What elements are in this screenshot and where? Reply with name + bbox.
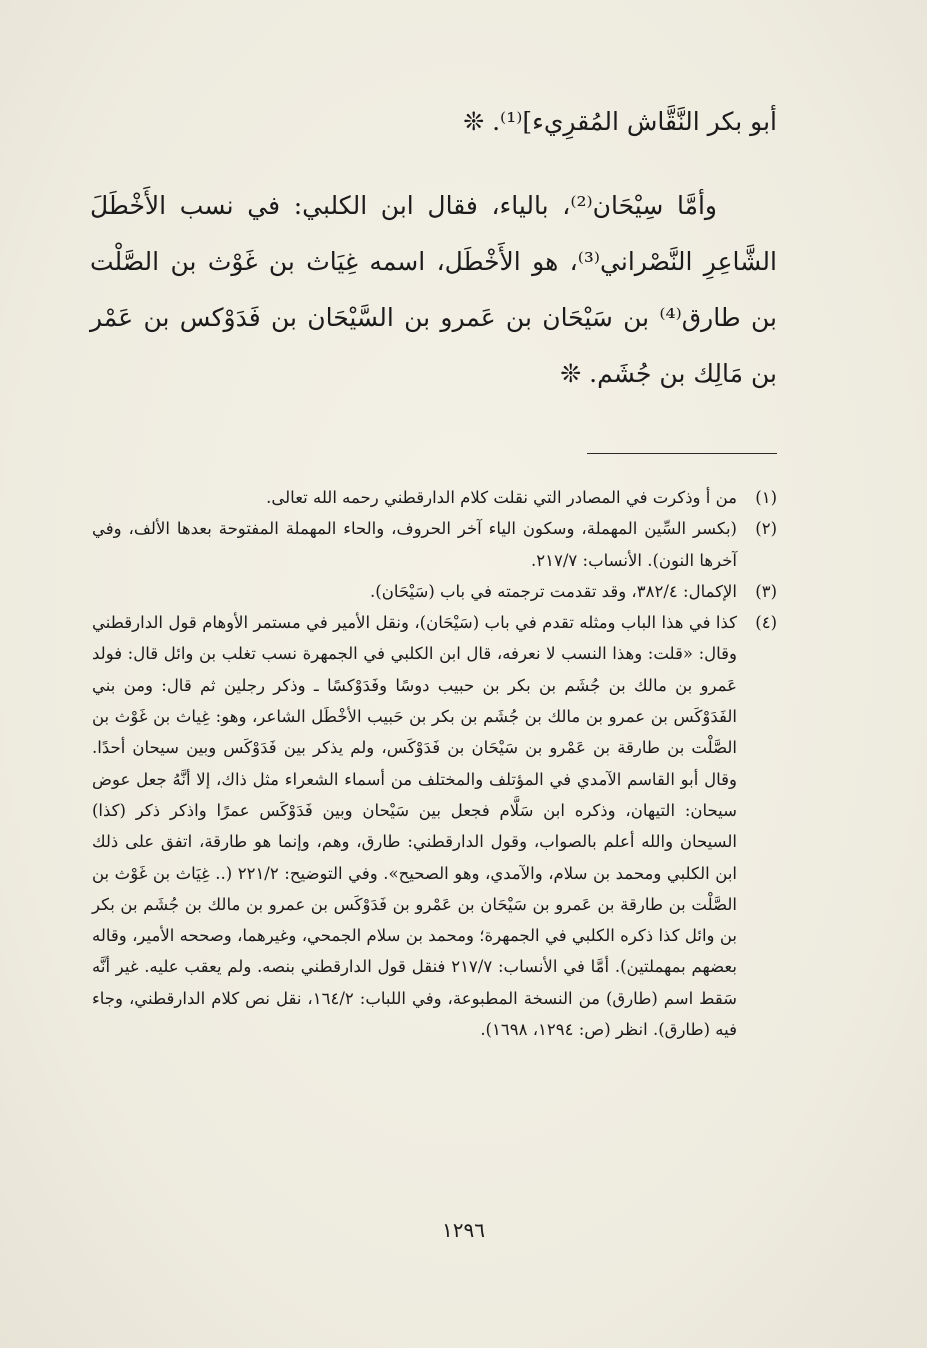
footnote-1 [92, 482, 777, 513]
page-number: ١٢٩٦ [442, 1218, 485, 1242]
main-paragraph [90, 178, 777, 402]
heading-line-text: أبو بكر النَّقَّاش المُقرِيء]⁽¹⁾. ❊ [463, 107, 777, 136]
footnote-number: (١) [755, 488, 777, 507]
footnote-text: الإكمال: ٣٨٢/٤، وقد تقدمت ترجمته في باب (سَيْحَان). [370, 581, 737, 601]
main-paragraph-text: وأمَّا سِيْحَان⁽²⁾، بالياء، فقال ابن الكلبي: في نسب الأَخْطَلَ الشَّاعِرِ النَّصْراني⁽³⁾، هو الأَخْطَل، اسمه غِيَاث بن غَوْث بن الصَّلْت بن طارق⁽⁴⁾ بن سَيْحَان بن عَمرو بن السَّيْحَان بن فَدَوْكس بن عَمْر بن مَالِك بن جُشَم. ❊ [90, 191, 777, 388]
footnote-text: (بكسر السِّين المهملة، وسكون الياء آخر الحروف، والحاء المهملة المفتوحة بعدها الألف، وفي آخرها النون). الأنساب: ٢١٧/٧. [92, 519, 737, 570]
footnote-number: (٤) [755, 613, 777, 633]
footnote-number: (٢) [755, 519, 777, 539]
footnote-4 [92, 607, 777, 1045]
footnote-2 [92, 513, 777, 576]
footnote-text: من أ وذكرت في المصادر التي نقلت كلام الدارقطني رحمه الله تعالى. [266, 488, 737, 507]
footnotes [92, 482, 777, 1045]
footnote-separator [587, 453, 777, 454]
footnote-text: كذا في هذا الباب ومثله تقدم في باب (سَيْحَان)، ونقل الأمير في مستمر الأوهام قول الدارقطني وقال: «قلت: وهذا النسب لا نعرفه، قال ابن الكلبي في الجمهرة نسب تغلب بن وائل قال: فولد عَمرو بن مالك بن جُشَم بن بكر بن حبيب دوسًا وفَدَوْكسًا ـ وذكر رجلين ثم قال: ومن بني الفَدَوْكَس بن عمرو بن مالك بن جُشَم بن بكر بن حَبيب الأخْطَل الشاعر، وهو: غِياث بن غَوْث بن الصَّلْت بن طارقة بن عَمْرو بن سَيْحَان بن فَدَوْكَس، ولم يذكر بين فَدَوْكَس وبين سيحان أحدًا. وقال أبو القاسم الآمدي في المؤتلف والمختلف من أسماء الشعراء مثل ذاك، إلا أنَّهُ جعل عوض سيحان: التيهان، وذكره ابن سَلَّام فجعل بين سَيْحان وبين فَدَوْكَس عمرًا واذكر ذكر (كذا) السيحان والله أعلم بالصواب، وقول الدارقطني: طارق، وهم، وإنما هو طارقة، اتفق على ذلك ابن الكلبي ومحمد بن سلام، والآمدي، وهو الصحيح». وفي التوضيح: ٢٢١/٢ (.. غِيَاث بن غَوْث بن الصَّلْت بن طارقة بن عَمرو بن سَيْحَان بن عَمْرو بن فَدَوْكَس بن عمرو بن مالك بن جُشَم بن بكر بن وائل كذا ذكره الكلبي في الجمهرة؛ ومحمد بن سلام الجمحي، وغيرهما، وصححه الأمير، وقاله بعضهم بمهملتين). أمَّا في الأنساب: ٢١٧/٧ فنقل قول الدارقطني بنصه. ولم يعقب عليه. غير أنَّه سَقط اسم (طارق) من النسخة المطبوعة، وفي اللباب: ١٦٤/٢، نقل نص كلام الدارقطني، وجاء فيه (طارق). انظر (ص: ١٢٩٤، ١٦٩٨). [92, 613, 738, 1040]
heading-line [90, 94, 777, 150]
footnote-3 [92, 576, 777, 607]
footnote-number: (٣) [755, 581, 777, 601]
